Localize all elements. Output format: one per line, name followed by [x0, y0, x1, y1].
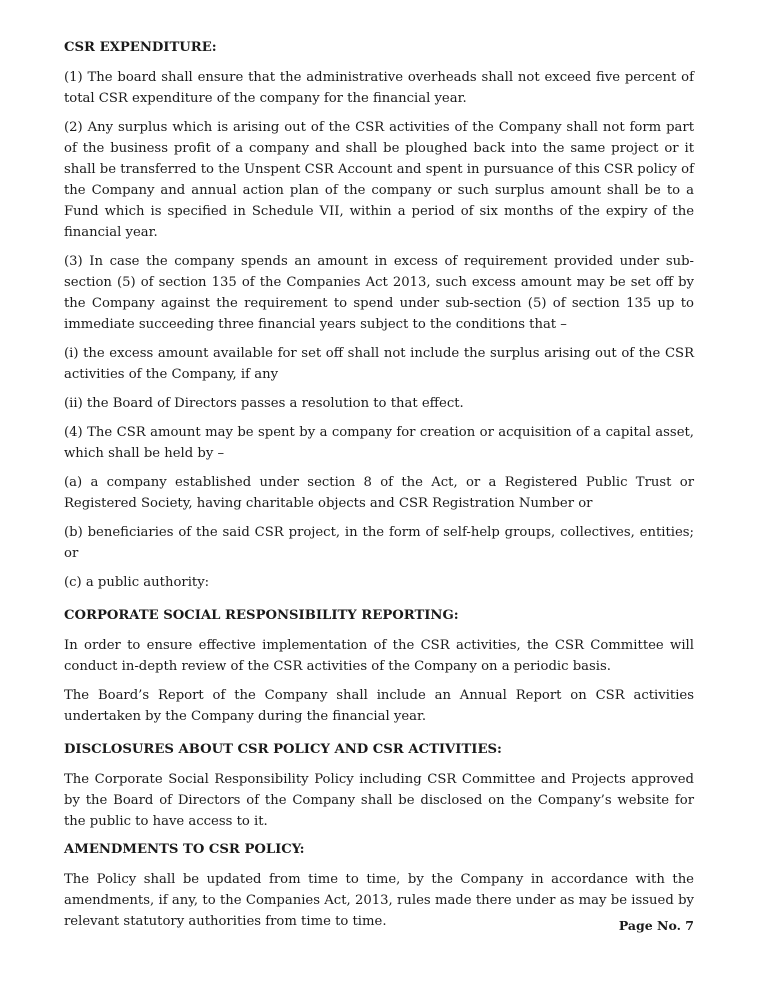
paragraph-holder-c: (c) a public authority:	[64, 575, 210, 590]
paragraph-review: In order to ensure effective implementation of the CSR activities, the CSR Committee will conduct in-depth review of the CSR activities of the Company on a periodic basis.	[64, 638, 694, 674]
paragraph-disclosure: The Corporate Social Responsibility Policy including CSR Committee and Projects approved by the Board of Directors of the Company shall be disclosed on the Company’s website for the public to have access to it.	[64, 772, 694, 829]
document-page	[64, 38, 694, 940]
paragraph-excess-spend: (3) In case the company spends an amount in excess of requirement provided under sub-section (5) of section 135 of the Companies Act 2013, such excess amount may be set off by the Company against the requirement to spend under sub-section (5) of section 135 up to immediate succeeding three financial years subject to the conditions that –	[64, 254, 694, 332]
page-number: Page No. 7	[618, 918, 694, 933]
section-heading-amendments: AMENDMENTS TO CSR POLICY:	[64, 842, 305, 857]
paragraph-capital-asset: (4) The CSR amount may be spent by a company for creation or acquisition of a capital asset, which shall be held by –	[64, 425, 694, 461]
paragraph-annual-report: The Board’s Report of the Company shall include an Annual Report on CSR activities undertaken by the Company during the financial year.	[64, 688, 694, 724]
paragraph-condition-i: (i) the excess amount available for set off shall not include the surplus arising out of the CSR activities of the Company, if any	[64, 346, 694, 382]
paragraph-holder-a: (a) a company established under section 8 of the Act, or a Registered Public Trust or Registered Society, having charitable objects and CSR Registration Number or	[64, 475, 694, 511]
paragraph-overheads: (1) The board shall ensure that the administrative overheads shall not exceed five percent of total CSR expenditure of the company for the financial year.	[64, 70, 694, 106]
paragraph-holder-b: (b) beneficiaries of the said CSR project, in the form of self-help groups, collectives, entities; or	[64, 525, 694, 561]
section-heading-csr-expenditure: CSR EXPENDITURE:	[64, 40, 217, 55]
paragraph-condition-ii: (ii) the Board of Directors passes a resolution to that effect.	[64, 396, 464, 411]
section-heading-csr-reporting: CORPORATE SOCIAL RESPONSIBILITY REPORTING:	[64, 608, 459, 623]
paragraph-amendments: The Policy shall be updated from time to time, by the Company in accordance with the amendments, if any, to the Companies Act, 2013, rules made there under as may be issued by relevant statutory authorities from time to time.	[64, 872, 694, 929]
section-heading-disclosures: DISCLOSURES ABOUT CSR POLICY AND CSR ACTIVITIES:	[64, 742, 502, 757]
paragraph-surplus: (2) Any surplus which is arising out of the CSR activities of the Company shall not form part of the business profit of a company and shall be ploughed back into the same project or it shall be transferred to the Unspent CSR Account and spent in pursuance of this CSR policy of the Company and annual action plan of the company or such surplus amount shall be to a Fund which is specified in Schedule VII, within a period of six months of the expiry of the financial year.	[64, 120, 694, 240]
